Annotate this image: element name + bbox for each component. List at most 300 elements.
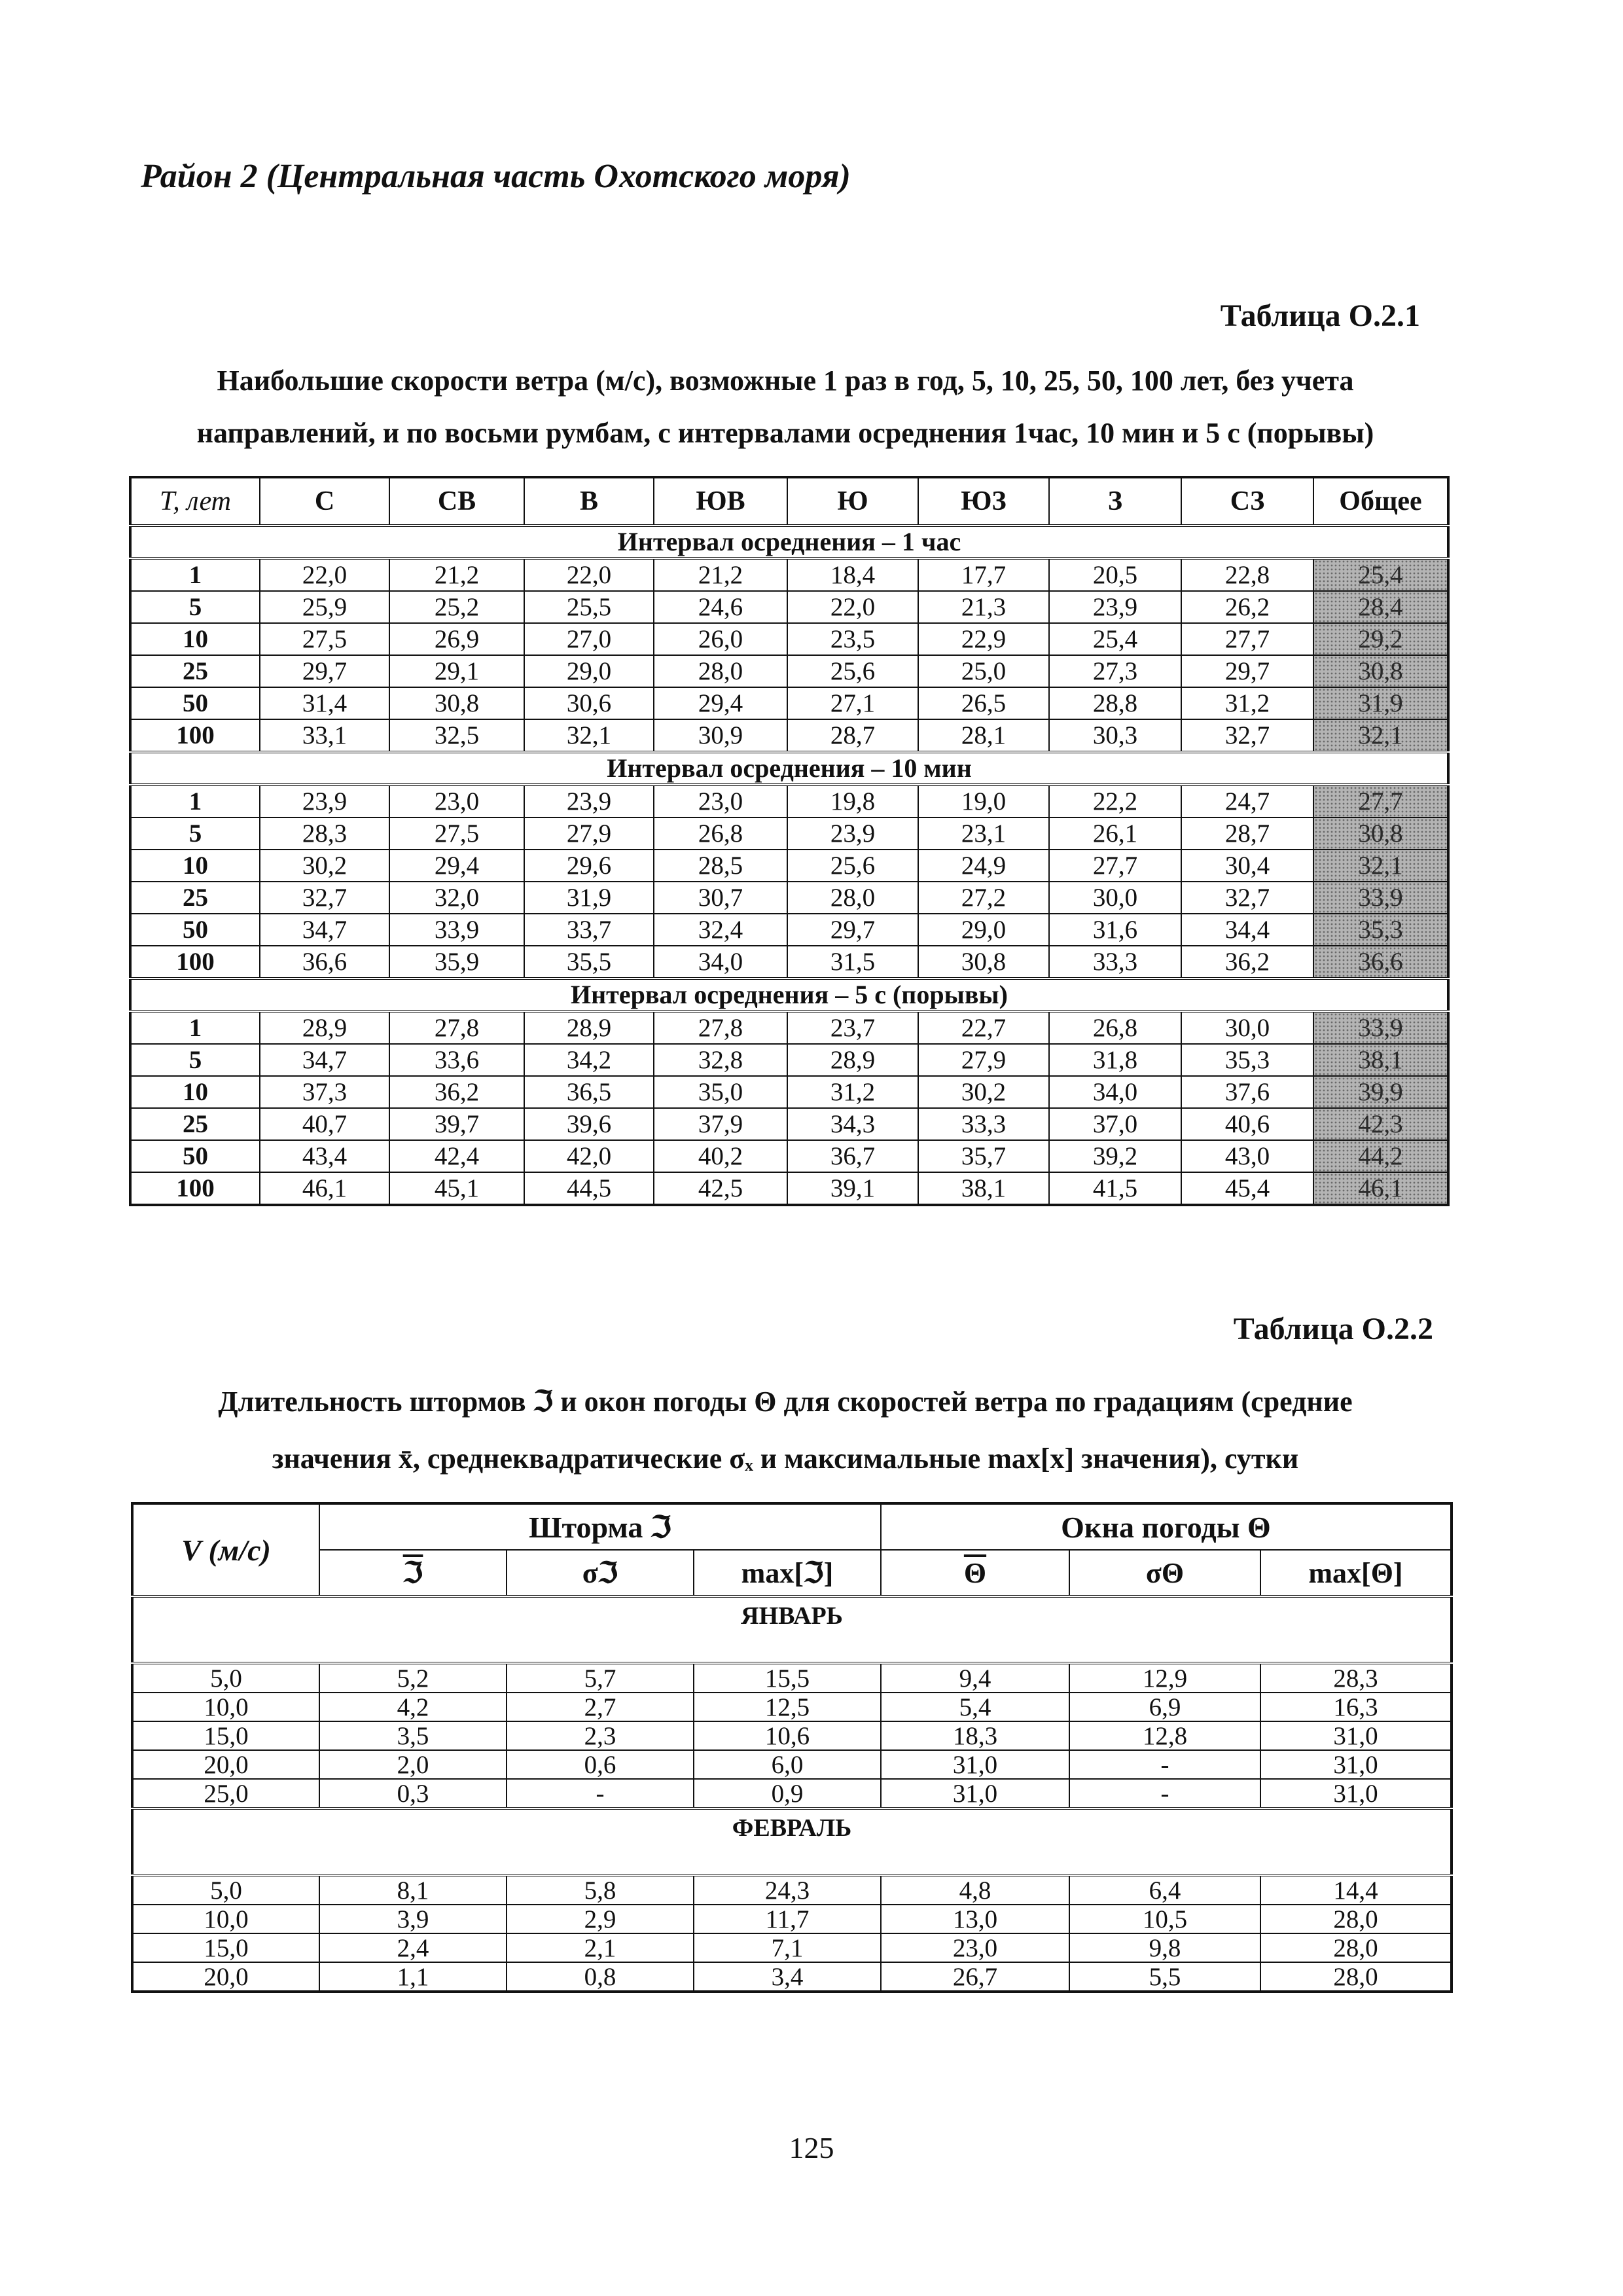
- table-cell: 40,2: [654, 1140, 787, 1172]
- header-e: В: [524, 477, 654, 526]
- table-cell: 22,7: [918, 1011, 1049, 1044]
- table-row: [132, 1779, 1452, 1808]
- table-cell: 33,3: [1049, 946, 1181, 978]
- table-cell: 10: [130, 623, 260, 655]
- table-cell: 20,0: [132, 1750, 319, 1779]
- table-row: [130, 1108, 1448, 1140]
- table-cell: 6,9: [1069, 1693, 1260, 1721]
- table-cell: 23,9: [524, 785, 654, 817]
- table-cell: 26,8: [1049, 1011, 1181, 1044]
- table-cell: 26,7: [881, 1962, 1069, 1992]
- table-cell: 31,6: [1049, 914, 1181, 946]
- table-cell: 34,2: [524, 1044, 654, 1076]
- table-cell: 31,9: [1313, 687, 1448, 719]
- table-cell: 35,0: [654, 1076, 787, 1108]
- table-cell: 22,0: [260, 558, 389, 591]
- table-row: [130, 882, 1448, 914]
- table-cell: 31,0: [1260, 1721, 1452, 1750]
- table-cell: 30,2: [918, 1076, 1049, 1108]
- table-cell: 36,2: [1181, 946, 1313, 978]
- table-cell: 42,5: [654, 1172, 787, 1205]
- table-cell: 25,6: [787, 850, 918, 882]
- table-cell: 9,4: [881, 1663, 1069, 1693]
- table-cell: 31,4: [260, 687, 389, 719]
- table-cell: 18,4: [787, 558, 918, 591]
- table-cell: 28,8: [1049, 687, 1181, 719]
- table-cell: 0,6: [507, 1750, 694, 1779]
- table-cell: 20,0: [132, 1962, 319, 1992]
- table-row: [130, 591, 1448, 623]
- table-cell: 29,7: [1181, 655, 1313, 687]
- table-cell: 33,1: [260, 719, 389, 752]
- table-cell: 34,0: [654, 946, 787, 978]
- table-cell: 39,9: [1313, 1076, 1448, 1108]
- table-cell: 5,0: [132, 1875, 319, 1905]
- table-cell: 3,5: [319, 1721, 507, 1750]
- table-cell: 28,5: [654, 850, 787, 882]
- table-cell: 39,6: [524, 1108, 654, 1140]
- table-cell: 23,0: [389, 785, 524, 817]
- table-cell: 32,7: [1181, 882, 1313, 914]
- table-cell: 30,8: [918, 946, 1049, 978]
- table-cell: 33,3: [918, 1108, 1049, 1140]
- table-cell: 34,3: [787, 1108, 918, 1140]
- table-cell: 23,9: [787, 817, 918, 850]
- table-cell: 27,7: [1181, 623, 1313, 655]
- table-cell: 27,8: [654, 1011, 787, 1044]
- month-section-title: ФЕВРАЛЬ: [132, 1808, 1452, 1875]
- table-cell: 23,9: [1049, 591, 1181, 623]
- table-cell: 31,2: [787, 1076, 918, 1108]
- table-cell: 32,7: [260, 882, 389, 914]
- table2-header-row-1: [132, 1503, 1452, 1550]
- table-cell: 5,4: [881, 1693, 1069, 1721]
- month-section: [132, 1808, 1452, 1875]
- table-cell: 34,7: [260, 914, 389, 946]
- table-row: [130, 785, 1448, 817]
- table-cell: 5: [130, 817, 260, 850]
- table-row: [132, 1721, 1452, 1750]
- table-cell: 46,1: [1313, 1172, 1448, 1205]
- table1-caption-line1: Наибольшие скорости ветра (м/с), возможные 1 раз в год, 5, 10, 25, 50, 100 лет, без учета: [217, 365, 1354, 397]
- table-cell: 27,7: [1313, 785, 1448, 817]
- header-n: С: [260, 477, 389, 526]
- table-cell: 30,9: [654, 719, 787, 752]
- table-cell: 0,3: [319, 1779, 507, 1808]
- table-cell: 2,7: [507, 1693, 694, 1721]
- table-cell: 28,9: [260, 1011, 389, 1044]
- header-storm-sigma: σℑ: [507, 1550, 694, 1596]
- table-cell: 42,0: [524, 1140, 654, 1172]
- table-cell: 23,1: [918, 817, 1049, 850]
- table-cell: 19,0: [918, 785, 1049, 817]
- table-cell: 23,9: [260, 785, 389, 817]
- table-cell: 25,0: [918, 655, 1049, 687]
- page-number: 125: [789, 2131, 834, 2164]
- table-cell: 1: [130, 1011, 260, 1044]
- table-cell: 7,1: [694, 1933, 881, 1962]
- table-cell: 10,0: [132, 1905, 319, 1933]
- table-cell: -: [1069, 1779, 1260, 1808]
- table-cell: 30,8: [1313, 655, 1448, 687]
- table-cell: 29,1: [389, 655, 524, 687]
- table-cell: 23,5: [787, 623, 918, 655]
- table-cell: 40,6: [1181, 1108, 1313, 1140]
- table-cell: 10: [130, 1076, 260, 1108]
- table-cell: 29,2: [1313, 623, 1448, 655]
- table-cell: 2,1: [507, 1933, 694, 1962]
- table-cell: 27,1: [787, 687, 918, 719]
- table-cell: 20,5: [1049, 558, 1181, 591]
- table-cell: 40,7: [260, 1108, 389, 1140]
- table-cell: 38,1: [918, 1172, 1049, 1205]
- table-cell: 50: [130, 1140, 260, 1172]
- table-cell: 35,3: [1313, 914, 1448, 946]
- table-cell: 31,5: [787, 946, 918, 978]
- table-cell: 37,3: [260, 1076, 389, 1108]
- table-cell: 33,9: [389, 914, 524, 946]
- table-cell: 26,0: [654, 623, 787, 655]
- table-cell: -: [507, 1779, 694, 1808]
- interval-section-title: Интервал осреднения – 5 с (порывы): [130, 978, 1448, 1011]
- table-cell: 4,2: [319, 1693, 507, 1721]
- table-cell: 12,8: [1069, 1721, 1260, 1750]
- table-cell: 28,4: [1313, 591, 1448, 623]
- table-cell: 28,0: [787, 882, 918, 914]
- table-cell: 42,4: [389, 1140, 524, 1172]
- table-cell: 37,6: [1181, 1076, 1313, 1108]
- table-cell: 26,1: [1049, 817, 1181, 850]
- interval-section: [130, 752, 1448, 785]
- table-cell: 33,9: [1313, 1011, 1448, 1044]
- table-cell: 29,0: [918, 914, 1049, 946]
- table-cell: 23,7: [787, 1011, 918, 1044]
- table-cell: 24,9: [918, 850, 1049, 882]
- table-row: [132, 1933, 1452, 1962]
- table-cell: 27,2: [918, 882, 1049, 914]
- table-row: [130, 1172, 1448, 1205]
- interval-section: [130, 526, 1448, 558]
- table-cell: 3,4: [694, 1962, 881, 1992]
- table-cell: 5,2: [319, 1663, 507, 1693]
- table-cell: 39,1: [787, 1172, 918, 1205]
- table-row: [130, 817, 1448, 850]
- table-cell: 45,4: [1181, 1172, 1313, 1205]
- table-cell: 32,8: [654, 1044, 787, 1076]
- table-cell: 15,5: [694, 1663, 881, 1693]
- table-cell: 30,8: [389, 687, 524, 719]
- table-cell: 35,5: [524, 946, 654, 978]
- table-cell: 25,5: [524, 591, 654, 623]
- table-row: [130, 850, 1448, 882]
- table-cell: 28,7: [787, 719, 918, 752]
- table-cell: 29,4: [654, 687, 787, 719]
- table-cell: 24,7: [1181, 785, 1313, 817]
- table-cell: 25,9: [260, 591, 389, 623]
- table-cell: 5: [130, 591, 260, 623]
- header-storms: Шторма ℑ: [319, 1503, 881, 1550]
- table-cell: 13,0: [881, 1905, 1069, 1933]
- month-section: [132, 1596, 1452, 1663]
- table-cell: 28,3: [260, 817, 389, 850]
- table-cell: 30,0: [1049, 882, 1181, 914]
- table-cell: 33,9: [1313, 882, 1448, 914]
- table-cell: 27,5: [389, 817, 524, 850]
- table-cell: 1: [130, 785, 260, 817]
- table2-header-row-2: [132, 1550, 1452, 1596]
- table-cell: 15,0: [132, 1933, 319, 1962]
- table-cell: 43,4: [260, 1140, 389, 1172]
- table-cell: 38,1: [1313, 1044, 1448, 1076]
- header-t-years: T, лет: [130, 477, 260, 526]
- table-cell: 30,7: [654, 882, 787, 914]
- table-cell: 25: [130, 1108, 260, 1140]
- header-weather-windows: Окна погоды Θ: [881, 1503, 1452, 1550]
- table-cell: 8,1: [319, 1875, 507, 1905]
- table-cell: 0,9: [694, 1779, 881, 1808]
- header-window-sigma: σΘ: [1069, 1550, 1260, 1596]
- table-cell: 36,5: [524, 1076, 654, 1108]
- table-cell: 36,6: [1313, 946, 1448, 978]
- table-cell: 30,6: [524, 687, 654, 719]
- table1-header-row: [130, 477, 1448, 526]
- table-cell: 21,2: [654, 558, 787, 591]
- table-cell: 21,3: [918, 591, 1049, 623]
- table-cell: 1: [130, 558, 260, 591]
- table-cell: 19,8: [787, 785, 918, 817]
- table-cell: 5,5: [1069, 1962, 1260, 1992]
- table-cell: 46,1: [260, 1172, 389, 1205]
- table-cell: 31,2: [1181, 687, 1313, 719]
- table-cell: 31,0: [1260, 1779, 1452, 1808]
- table-cell: 6,4: [1069, 1875, 1260, 1905]
- table-cell: -: [1069, 1750, 1260, 1779]
- table-cell: 28,0: [1260, 1962, 1452, 1992]
- table2-label: Таблица О.2.2: [1233, 1312, 1433, 1346]
- table-cell: 5: [130, 1044, 260, 1076]
- table-cell: 25,2: [389, 591, 524, 623]
- table-cell: 34,0: [1049, 1076, 1181, 1108]
- table-cell: 32,4: [654, 914, 787, 946]
- table-cell: 28,0: [1260, 1905, 1452, 1933]
- table-cell: 9,8: [1069, 1933, 1260, 1962]
- header-nw: СЗ: [1181, 477, 1313, 526]
- table-cell: 2,3: [507, 1721, 694, 1750]
- table-cell: 12,5: [694, 1693, 881, 1721]
- table-cell: 29,7: [787, 914, 918, 946]
- table-cell: 29,7: [260, 655, 389, 687]
- table-row: [130, 1044, 1448, 1076]
- interval-section: [130, 978, 1448, 1011]
- table-cell: 36,2: [389, 1076, 524, 1108]
- table-cell: 39,7: [389, 1108, 524, 1140]
- table-cell: 22,0: [524, 558, 654, 591]
- table-cell: 10,0: [132, 1693, 319, 1721]
- table-cell: 32,5: [389, 719, 524, 752]
- table-row: [130, 946, 1448, 978]
- table-cell: 26,9: [389, 623, 524, 655]
- table-cell: 28,0: [654, 655, 787, 687]
- table-cell: 42,3: [1313, 1108, 1448, 1140]
- table-row: [132, 1905, 1452, 1933]
- table-cell: 25,4: [1049, 623, 1181, 655]
- table-cell: 6,0: [694, 1750, 881, 1779]
- table-cell: 27,7: [1049, 850, 1181, 882]
- table-cell: 22,9: [918, 623, 1049, 655]
- table-cell: 2,9: [507, 1905, 694, 1933]
- table-cell: 30,8: [1313, 817, 1448, 850]
- table-cell: 28,7: [1181, 817, 1313, 850]
- table-cell: 22,2: [1049, 785, 1181, 817]
- header-v: V (м/с): [132, 1503, 319, 1596]
- table-cell: 29,6: [524, 850, 654, 882]
- table2-caption-line1: Длительность штормов ℑ и окон погоды Θ для скоростей ветра по градациям (средние: [218, 1386, 1353, 1418]
- table-cell: 5,7: [507, 1663, 694, 1693]
- table-cell: 11,7: [694, 1905, 881, 1933]
- table-cell: 100: [130, 946, 260, 978]
- table-cell: 27,9: [524, 817, 654, 850]
- table-cell: 25: [130, 882, 260, 914]
- table-row: [130, 558, 1448, 591]
- table-row: [130, 623, 1448, 655]
- header-storm-max: max[ℑ]: [694, 1550, 881, 1596]
- header-storm-mean: ℑ: [319, 1550, 507, 1596]
- table-cell: 16,3: [1260, 1693, 1452, 1721]
- table-cell: 4,8: [881, 1875, 1069, 1905]
- table-cell: 34,4: [1181, 914, 1313, 946]
- table-cell: 37,9: [654, 1108, 787, 1140]
- table-cell: 28,9: [787, 1044, 918, 1076]
- table-cell: 30,0: [1181, 1011, 1313, 1044]
- table-cell: 15,0: [132, 1721, 319, 1750]
- table-row: [130, 1076, 1448, 1108]
- table-cell: 35,9: [389, 946, 524, 978]
- table-cell: 25,6: [787, 655, 918, 687]
- table-cell: 5,8: [507, 1875, 694, 1905]
- table-cell: 30,2: [260, 850, 389, 882]
- table1-caption-line2: направлений, и по восьми румбам, с интервалами осреднения 1час, 10 мин и 5 с (порывы): [196, 417, 1374, 449]
- table-cell: 28,1: [918, 719, 1049, 752]
- table-row: [130, 1011, 1448, 1044]
- table-row: [132, 1750, 1452, 1779]
- table-cell: 41,5: [1049, 1172, 1181, 1205]
- table1-label: Таблица О.2.1: [1220, 298, 1420, 333]
- table-row: [130, 914, 1448, 946]
- table-cell: 26,2: [1181, 591, 1313, 623]
- table-cell: 10,6: [694, 1721, 881, 1750]
- header-w: З: [1049, 477, 1181, 526]
- table-cell: 2,4: [319, 1933, 507, 1962]
- table-cell: 28,3: [1260, 1663, 1452, 1693]
- table-cell: 27,5: [260, 623, 389, 655]
- header-total: Общее: [1313, 477, 1448, 526]
- table-cell: 31,0: [881, 1779, 1069, 1808]
- table-cell: 29,0: [524, 655, 654, 687]
- table-cell: 23,0: [881, 1933, 1069, 1962]
- table-cell: 17,7: [918, 558, 1049, 591]
- header-window-mean: $\overline{\Theta}$: [881, 1550, 1069, 1596]
- month-section-title: ЯНВАРЬ: [132, 1596, 1452, 1663]
- table-cell: 32,0: [389, 882, 524, 914]
- table-cell: 32,1: [1313, 719, 1448, 752]
- table-row: [132, 1962, 1452, 1992]
- table-cell: 31,9: [524, 882, 654, 914]
- table2-caption-line2: значения x̄, среднеквадратические σₓ и максимальные max[x] значения), сутки: [272, 1443, 1299, 1475]
- table-cell: 35,7: [918, 1140, 1049, 1172]
- interval-section-title: Интервал осреднения – 1 час: [130, 526, 1448, 558]
- table-cell: 50: [130, 687, 260, 719]
- table-cell: 27,8: [389, 1011, 524, 1044]
- table-cell: 18,3: [881, 1721, 1069, 1750]
- table-cell: 0,8: [507, 1962, 694, 1992]
- table-cell: 33,6: [389, 1044, 524, 1076]
- table-cell: 36,6: [260, 946, 389, 978]
- table-row: [130, 655, 1448, 687]
- header-se: ЮВ: [654, 477, 787, 526]
- table-cell: 31,0: [1260, 1750, 1452, 1779]
- table-cell: 44,2: [1313, 1140, 1448, 1172]
- table-cell: 30,3: [1049, 719, 1181, 752]
- table-cell: 100: [130, 1172, 260, 1205]
- table-cell: 28,9: [524, 1011, 654, 1044]
- table-cell: 45,1: [389, 1172, 524, 1205]
- table-cell: 25,0: [132, 1779, 319, 1808]
- table-cell: 1,1: [319, 1962, 507, 1992]
- storm-duration-table: [131, 1502, 1453, 1993]
- table-cell: 26,5: [918, 687, 1049, 719]
- interval-section-title: Интервал осреднения – 10 мин: [130, 752, 1448, 785]
- table-cell: 30,4: [1181, 850, 1313, 882]
- table-cell: 22,0: [787, 591, 918, 623]
- table-cell: 29,4: [389, 850, 524, 882]
- table-cell: 100: [130, 719, 260, 752]
- table-row: [130, 719, 1448, 752]
- table-cell: 34,7: [260, 1044, 389, 1076]
- table-cell: 28,0: [1260, 1933, 1452, 1962]
- table-row: [130, 1140, 1448, 1172]
- table-cell: 24,6: [654, 591, 787, 623]
- table-row: [130, 687, 1448, 719]
- table-cell: 14,4: [1260, 1875, 1452, 1905]
- table-cell: 22,8: [1181, 558, 1313, 591]
- table-cell: 44,5: [524, 1172, 654, 1205]
- region-title: Район 2 (Центральная часть Охотского моря): [141, 158, 851, 195]
- table-cell: 25: [130, 655, 260, 687]
- table-row: [132, 1875, 1452, 1905]
- header-s: Ю: [787, 477, 918, 526]
- table-cell: 50: [130, 914, 260, 946]
- table-cell: 24,3: [694, 1875, 881, 1905]
- table-cell: 25,4: [1313, 558, 1448, 591]
- table-cell: 3,9: [319, 1905, 507, 1933]
- table-cell: 21,2: [389, 558, 524, 591]
- table-cell: 10,5: [1069, 1905, 1260, 1933]
- table-cell: 43,0: [1181, 1140, 1313, 1172]
- table-cell: 12,9: [1069, 1663, 1260, 1693]
- table-cell: 27,9: [918, 1044, 1049, 1076]
- header-ne: СВ: [389, 477, 524, 526]
- table-cell: 39,2: [1049, 1140, 1181, 1172]
- table-cell: 2,0: [319, 1750, 507, 1779]
- table-row: [132, 1693, 1452, 1721]
- wind-speed-table: [129, 476, 1450, 1206]
- table-cell: 10: [130, 850, 260, 882]
- table-cell: 27,3: [1049, 655, 1181, 687]
- table-cell: 32,1: [524, 719, 654, 752]
- table-cell: 37,0: [1049, 1108, 1181, 1140]
- table-cell: 5,0: [132, 1663, 319, 1693]
- table-cell: 31,8: [1049, 1044, 1181, 1076]
